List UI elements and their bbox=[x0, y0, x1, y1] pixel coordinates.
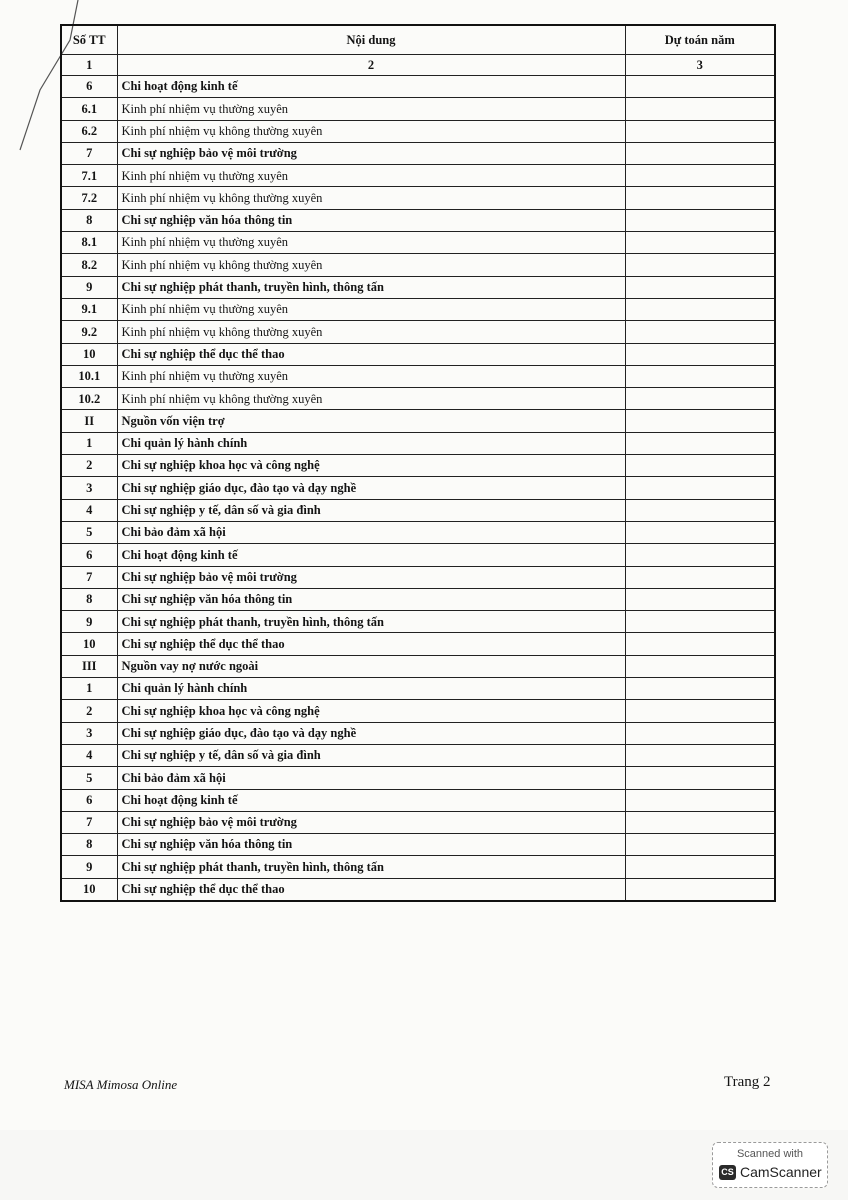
row-content: Chi hoạt động kinh tế bbox=[117, 76, 625, 98]
table-row bbox=[61, 521, 775, 543]
table-row bbox=[61, 76, 775, 98]
table-row bbox=[61, 98, 775, 120]
row-estimate bbox=[625, 789, 775, 811]
header-content: Nội dung bbox=[117, 25, 625, 55]
row-content: Chi sự nghiệp văn hóa thông tin bbox=[117, 834, 625, 856]
table-row bbox=[61, 120, 775, 142]
row-estimate bbox=[625, 722, 775, 744]
row-number: 5 bbox=[61, 521, 117, 543]
row-content: Chi sự nghiệp bảo vệ môi trường bbox=[117, 142, 625, 164]
row-number: 8 bbox=[61, 209, 117, 231]
row-content: Chi bảo đảm xã hội bbox=[117, 767, 625, 789]
row-number: 10 bbox=[61, 878, 117, 901]
row-number: 9.2 bbox=[61, 321, 117, 343]
table-row bbox=[61, 321, 775, 343]
row-content: Chi sự nghiệp bảo vệ môi trường bbox=[117, 811, 625, 833]
row-estimate bbox=[625, 209, 775, 231]
table-row bbox=[61, 499, 775, 521]
row-estimate bbox=[625, 588, 775, 610]
row-content: Kinh phí nhiệm vụ không thường xuyên bbox=[117, 321, 625, 343]
row-estimate bbox=[625, 834, 775, 856]
column-number-row bbox=[61, 55, 775, 76]
table-row bbox=[61, 767, 775, 789]
camscanner-logo-icon: CS bbox=[719, 1165, 736, 1180]
row-estimate bbox=[625, 856, 775, 878]
table-row bbox=[61, 455, 775, 477]
page-number: Trang 2 bbox=[724, 1074, 771, 1090]
row-number: II bbox=[61, 410, 117, 432]
row-number: 10.2 bbox=[61, 388, 117, 410]
table-row bbox=[61, 856, 775, 878]
row-number: 9 bbox=[61, 856, 117, 878]
table-row bbox=[61, 678, 775, 700]
row-content: Kinh phí nhiệm vụ thường xuyên bbox=[117, 298, 625, 320]
row-estimate bbox=[625, 477, 775, 499]
row-number: 8 bbox=[61, 834, 117, 856]
row-content: Kinh phí nhiệm vụ không thường xuyên bbox=[117, 254, 625, 276]
row-estimate bbox=[625, 566, 775, 588]
row-estimate bbox=[625, 276, 775, 298]
row-content: Chi sự nghiệp phát thanh, truyền hình, thông tấn bbox=[117, 856, 625, 878]
row-content: Kinh phí nhiệm vụ không thường xuyên bbox=[117, 388, 625, 410]
row-number: 6.2 bbox=[61, 120, 117, 142]
row-number: 4 bbox=[61, 744, 117, 766]
row-content: Kinh phí nhiệm vụ không thường xuyên bbox=[117, 187, 625, 209]
row-estimate bbox=[625, 343, 775, 365]
row-content: Chi sự nghiệp khoa học và công nghệ bbox=[117, 455, 625, 477]
row-estimate bbox=[625, 678, 775, 700]
row-number: 10 bbox=[61, 633, 117, 655]
row-number: 8.1 bbox=[61, 232, 117, 254]
table-row bbox=[61, 544, 775, 566]
table-row bbox=[61, 700, 775, 722]
row-content: Chi quản lý hành chính bbox=[117, 432, 625, 454]
row-content: Chi sự nghiệp văn hóa thông tin bbox=[117, 588, 625, 610]
row-number: 9 bbox=[61, 276, 117, 298]
row-number: 3 bbox=[61, 477, 117, 499]
row-number: 7.2 bbox=[61, 187, 117, 209]
software-name: MISA Mimosa Online bbox=[64, 1077, 178, 1092]
scanner-brand: CamScanner bbox=[740, 1164, 822, 1180]
table-row bbox=[61, 744, 775, 766]
row-content: Chi sự nghiệp khoa học và công nghệ bbox=[117, 700, 625, 722]
row-content: Chi sự nghiệp y tế, dân số và gia đình bbox=[117, 744, 625, 766]
row-estimate bbox=[625, 365, 775, 387]
row-number: 6.1 bbox=[61, 98, 117, 120]
row-estimate bbox=[625, 232, 775, 254]
row-estimate bbox=[625, 187, 775, 209]
row-estimate bbox=[625, 120, 775, 142]
row-estimate bbox=[625, 878, 775, 901]
header-estimate: Dự toán năm bbox=[625, 25, 775, 55]
row-content: Chi sự nghiệp giáo dục, đào tạo và dạy nghề bbox=[117, 722, 625, 744]
budget-table bbox=[60, 24, 776, 902]
row-estimate bbox=[625, 521, 775, 543]
row-estimate bbox=[625, 767, 775, 789]
header-stt: Số TT bbox=[61, 25, 117, 55]
row-number: 7.1 bbox=[61, 165, 117, 187]
table-row bbox=[61, 655, 775, 677]
row-number: 3 bbox=[61, 722, 117, 744]
row-estimate bbox=[625, 388, 775, 410]
row-estimate bbox=[625, 811, 775, 833]
row-number: 1 bbox=[61, 678, 117, 700]
row-content: Nguồn vốn viện trợ bbox=[117, 410, 625, 432]
table-body bbox=[61, 76, 775, 901]
table-row bbox=[61, 633, 775, 655]
table-row bbox=[61, 477, 775, 499]
row-content: Nguồn vay nợ nước ngoài bbox=[117, 655, 625, 677]
row-content: Kinh phí nhiệm vụ thường xuyên bbox=[117, 165, 625, 187]
camscanner-badge bbox=[712, 1142, 828, 1188]
table-row bbox=[61, 165, 775, 187]
row-estimate bbox=[625, 254, 775, 276]
table-row bbox=[61, 722, 775, 744]
row-estimate bbox=[625, 76, 775, 98]
row-content: Chi sự nghiệp văn hóa thông tin bbox=[117, 209, 625, 231]
row-content: Chi sự nghiệp giáo dục, đào tạo và dạy nghề bbox=[117, 477, 625, 499]
row-number: 7 bbox=[61, 142, 117, 164]
row-estimate bbox=[625, 298, 775, 320]
row-content: Chi hoạt động kinh tế bbox=[117, 544, 625, 566]
row-estimate bbox=[625, 432, 775, 454]
row-number: 4 bbox=[61, 499, 117, 521]
row-content: Chi sự nghiệp thể dục thể thao bbox=[117, 878, 625, 901]
table-row bbox=[61, 611, 775, 633]
row-estimate bbox=[625, 700, 775, 722]
row-estimate bbox=[625, 744, 775, 766]
row-content: Chi sự nghiệp thể dục thể thao bbox=[117, 343, 625, 365]
table-row bbox=[61, 343, 775, 365]
row-estimate bbox=[625, 142, 775, 164]
table-row bbox=[61, 298, 775, 320]
row-estimate bbox=[625, 544, 775, 566]
row-estimate bbox=[625, 321, 775, 343]
row-number: 7 bbox=[61, 811, 117, 833]
scanner-caption: Scanned with bbox=[736, 1148, 804, 1160]
row-content: Chi quản lý hành chính bbox=[117, 678, 625, 700]
header-row bbox=[61, 25, 775, 55]
row-estimate bbox=[625, 499, 775, 521]
row-number: 8.2 bbox=[61, 254, 117, 276]
row-content: Kinh phí nhiệm vụ không thường xuyên bbox=[117, 120, 625, 142]
row-estimate bbox=[625, 655, 775, 677]
table-row bbox=[61, 789, 775, 811]
row-estimate bbox=[625, 611, 775, 633]
table-row bbox=[61, 187, 775, 209]
table-row bbox=[61, 878, 775, 901]
row-content: Kinh phí nhiệm vụ thường xuyên bbox=[117, 232, 625, 254]
row-estimate bbox=[625, 165, 775, 187]
table-row bbox=[61, 588, 775, 610]
row-estimate bbox=[625, 98, 775, 120]
row-content: Chi sự nghiệp phát thanh, truyền hình, thông tấn bbox=[117, 611, 625, 633]
table-row bbox=[61, 811, 775, 833]
table-row bbox=[61, 410, 775, 432]
table-row bbox=[61, 432, 775, 454]
row-content: Chi hoạt động kinh tế bbox=[117, 789, 625, 811]
row-content: Kinh phí nhiệm vụ thường xuyên bbox=[117, 365, 625, 387]
table-row bbox=[61, 232, 775, 254]
table-row bbox=[61, 276, 775, 298]
row-number: 6 bbox=[61, 789, 117, 811]
row-number: 6 bbox=[61, 544, 117, 566]
table-row bbox=[61, 365, 775, 387]
table-row bbox=[61, 142, 775, 164]
row-estimate bbox=[625, 455, 775, 477]
row-number: III bbox=[61, 655, 117, 677]
row-number: 6 bbox=[61, 76, 117, 98]
column-number: 2 bbox=[117, 55, 625, 76]
row-number: 2 bbox=[61, 700, 117, 722]
row-number: 7 bbox=[61, 566, 117, 588]
row-content: Chi bảo đảm xã hội bbox=[117, 521, 625, 543]
row-content: Chi sự nghiệp thể dục thể thao bbox=[117, 633, 625, 655]
table-row bbox=[61, 209, 775, 231]
row-number: 9 bbox=[61, 611, 117, 633]
row-number: 5 bbox=[61, 767, 117, 789]
row-number: 10 bbox=[61, 343, 117, 365]
row-content: Chi sự nghiệp bảo vệ môi trường bbox=[117, 566, 625, 588]
row-content: Chi sự nghiệp y tế, dân số và gia đình bbox=[117, 499, 625, 521]
table-row bbox=[61, 834, 775, 856]
column-number: 3 bbox=[625, 55, 775, 76]
row-number: 1 bbox=[61, 432, 117, 454]
row-number: 9.1 bbox=[61, 298, 117, 320]
row-content: Kinh phí nhiệm vụ thường xuyên bbox=[117, 98, 625, 120]
table-row bbox=[61, 254, 775, 276]
table-row bbox=[61, 388, 775, 410]
row-content: Chi sự nghiệp phát thanh, truyền hình, thông tấn bbox=[117, 276, 625, 298]
row-number: 10.1 bbox=[61, 365, 117, 387]
row-estimate bbox=[625, 633, 775, 655]
row-number: 8 bbox=[61, 588, 117, 610]
row-estimate bbox=[625, 410, 775, 432]
table-row bbox=[61, 566, 775, 588]
column-number: 1 bbox=[61, 55, 117, 76]
row-number: 2 bbox=[61, 455, 117, 477]
